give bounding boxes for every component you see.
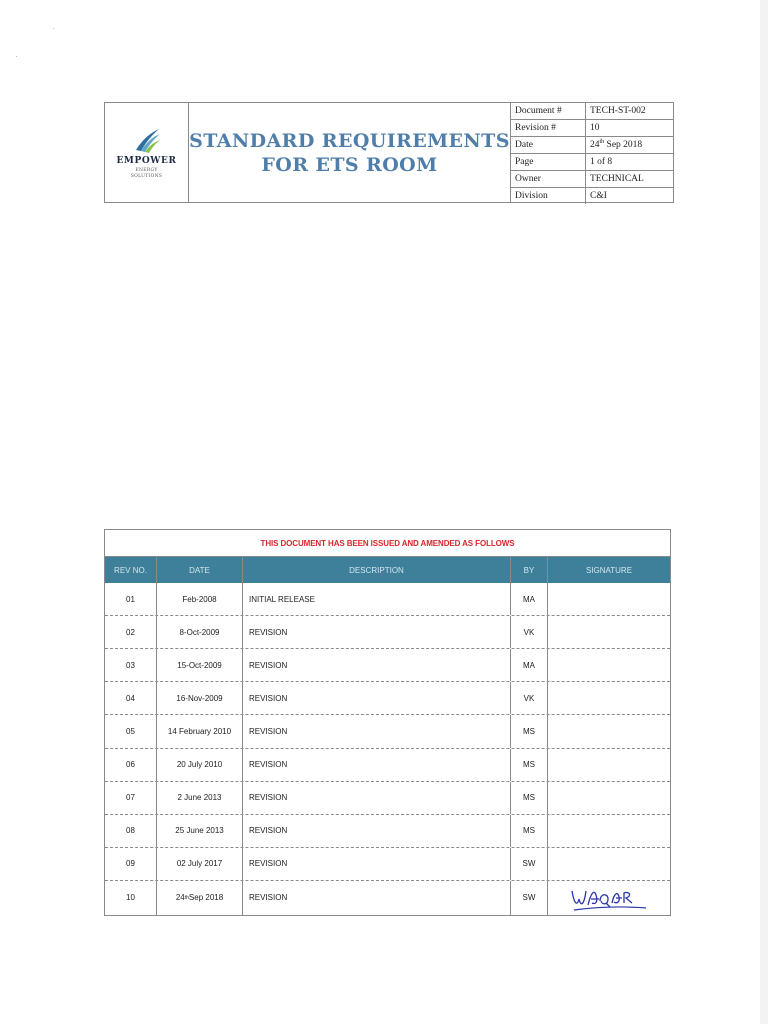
meta-row xyxy=(511,188,673,205)
signature-cell xyxy=(548,749,670,781)
signature-cell xyxy=(548,881,670,915)
date-cell: 16-Nov-2009 xyxy=(157,682,243,714)
revision-rows xyxy=(105,583,670,915)
meta-value: TECH-ST-002 xyxy=(586,103,674,120)
rev-no-cell: 05 xyxy=(105,715,157,747)
signature-cell xyxy=(548,848,670,880)
description-cell: REVISION xyxy=(243,649,511,681)
signature-cell xyxy=(548,782,670,814)
meta-row xyxy=(511,103,673,120)
rev-no-cell: 03 xyxy=(105,649,157,681)
meta-value: 10 xyxy=(586,120,674,137)
meta-label: Division xyxy=(511,188,586,205)
handwritten-signature xyxy=(566,881,652,915)
signature-cell xyxy=(548,649,670,681)
date-cell: 25 June 2013 xyxy=(157,815,243,847)
table-row xyxy=(105,848,670,881)
meta-value: TECHNICAL xyxy=(586,171,674,188)
table-row xyxy=(105,815,670,848)
meta-label: Owner xyxy=(511,171,586,188)
rev-no-cell: 07 xyxy=(105,782,157,814)
by-cell: MS xyxy=(511,782,548,814)
signature-cell xyxy=(548,715,670,747)
signature-cell xyxy=(548,583,670,615)
rev-no-cell: 01 xyxy=(105,583,157,615)
by-cell: MS xyxy=(511,815,548,847)
by-cell: SW xyxy=(511,848,548,880)
table-row xyxy=(105,715,670,748)
document-header xyxy=(104,102,674,203)
rev-no-cell: 10 xyxy=(105,881,157,915)
company-logo xyxy=(105,103,189,202)
by-cell: VK xyxy=(511,616,548,648)
table-row xyxy=(105,616,670,649)
meta-row xyxy=(511,154,673,171)
by-cell: VK xyxy=(511,682,548,714)
table-row xyxy=(105,782,670,815)
table-row xyxy=(105,649,670,682)
date-cell: 02 July 2017 xyxy=(157,848,243,880)
rev-no-cell: 02 xyxy=(105,616,157,648)
date-cell: 8-Oct-2009 xyxy=(157,616,243,648)
rev-no-cell: 08 xyxy=(105,815,157,847)
by-cell: MA xyxy=(511,649,548,681)
date-cell: 2 June 2013 xyxy=(157,782,243,814)
title-line-2: FOR ETS ROOM xyxy=(261,153,438,176)
scan-speck xyxy=(16,56,17,57)
logo-name: EMPOWER xyxy=(116,155,177,166)
scan-page-edge xyxy=(760,0,768,1024)
logo-tagline: ENERGY SOLUTIONS xyxy=(130,167,163,179)
table-row xyxy=(105,749,670,782)
col-header-description: DESCRIPTION xyxy=(243,557,511,583)
table-row xyxy=(105,583,670,616)
rev-no-cell: 09 xyxy=(105,848,157,880)
date-cell: 24 th Sep 2018 xyxy=(157,881,243,915)
description-cell: REVISION xyxy=(243,616,511,648)
meta-row xyxy=(511,171,673,188)
meta-value: 24th Sep 2018 xyxy=(586,137,674,154)
revision-header-row xyxy=(105,557,670,583)
meta-row xyxy=(511,120,673,137)
title-line-1: STANDARD REQUIREMENTS xyxy=(189,129,510,152)
col-header-by: BY xyxy=(511,557,548,583)
meta-label: Date xyxy=(511,137,586,154)
meta-value: C&I xyxy=(590,191,607,201)
description-cell: REVISION xyxy=(243,815,511,847)
rev-no-cell: 06 xyxy=(105,749,157,781)
by-cell: MS xyxy=(511,749,548,781)
signature-cell xyxy=(548,682,670,714)
col-header-signature: SIGNATURE xyxy=(585,565,633,575)
description-cell: REVISION xyxy=(243,881,511,915)
meta-label: Page xyxy=(511,154,586,171)
col-header-date: DATE xyxy=(157,557,243,583)
date-cell: 15-Oct-2009 xyxy=(157,649,243,681)
rev-no-cell: 04 xyxy=(105,682,157,714)
by-cell: SW xyxy=(511,881,548,915)
description-cell: INITIAL RELEASE xyxy=(243,583,511,615)
description-cell: REVISION xyxy=(243,715,511,747)
revision-history-table xyxy=(104,529,671,916)
signature-cell xyxy=(548,616,670,648)
by-cell: MS xyxy=(511,715,548,747)
empower-leaf-icon xyxy=(132,126,162,154)
meta-label: Revision # xyxy=(511,120,586,137)
description-cell: REVISION xyxy=(243,682,511,714)
description-cell: REVISION xyxy=(243,782,511,814)
meta-row xyxy=(511,137,673,154)
revision-banner: THIS DOCUMENT HAS BEEN ISSUED AND AMENDED AS FOLLOWS xyxy=(105,530,670,557)
table-row xyxy=(105,682,670,715)
signature-cell xyxy=(548,815,670,847)
document-title xyxy=(189,103,511,202)
date-cell: Feb-2008 xyxy=(157,583,243,615)
col-header-rev-no: REV NO. xyxy=(105,557,157,583)
table-row xyxy=(105,881,670,915)
document-meta xyxy=(511,103,673,202)
description-cell: REVISION xyxy=(243,848,511,880)
description-cell: REVISION xyxy=(243,749,511,781)
meta-label: Document # xyxy=(511,103,586,120)
date-cell: 14 February 2010 xyxy=(157,715,243,747)
meta-value: 1 of 8 xyxy=(586,154,674,171)
by-cell: MA xyxy=(511,583,548,615)
scan-speck xyxy=(53,28,54,29)
signature-label: WAQAR xyxy=(606,900,610,902)
date-cell: 20 July 2010 xyxy=(157,749,243,781)
